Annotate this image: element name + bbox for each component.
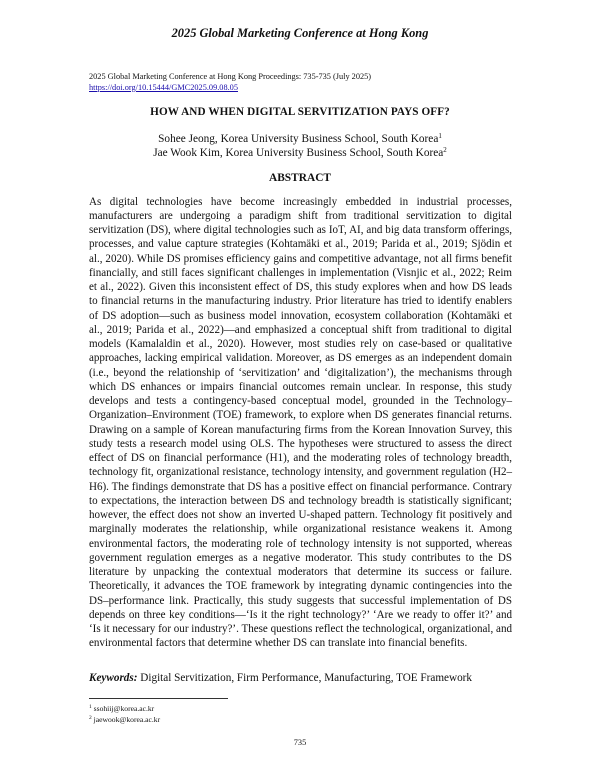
paper-title: HOW AND WHEN DIGITAL SERVITIZATION PAYS OFF? [150,106,450,118]
author-name-1: Sohee Jeong, Korea University Business School, South Korea [158,133,439,145]
footnote-2 [89,715,160,724]
footnote-divider [89,698,228,699]
author-line-1 [0,133,600,145]
footnote-email-1: ssohiij@korea.ac.kr [93,704,155,713]
author-line-2 [0,147,600,159]
proceedings-citation: 2025 Global Marketing Conference at Hong Kong Proceedings: 735-735 (July 2025) [89,72,372,81]
conference-header: 2025 Global Marketing Conference at Hong Kong [171,26,429,40]
abstract-body: As digital technologies have become increasingly embedded in industrial processes, manufacturers are undergoing a paradigm shift from traditional servitization to digital servitization (DS), where digital technologies such as IoT, AI, and big data transform offerings, processes, and value capture strategies (Kohtamäki et al., 2019; Parida et al., 2019; Sjödin et al., 2020). While DS promises efficiency gains and competitive advantage, not all firms benefit financially, and still faces significant challenges in implementation (Visnjic et al., 2022; Reim et al., 2022). Given this inconsistent effect of DS, this study explores when and how DS leads to financial returns in the manufacturing industry. Prior literature has tried to identify enablers of DS adoption—such as business model innovation, ecosystem collaboration (Kohtamäki et al., 2019; Parida et al., 2022)—and emphasized a conceptual shift from traditional to digital models (Kamalaldin et al., 2020). However, most studies rely on case-based or qualitative approaches, lacking empirical validation. Moreover, as DS emerges as an independent domain (i.e., beyond the relationship of ‘servitization’ and ‘digitalization’), the mechanisms through which DS enhances or impairs financial outcomes remain unclear. In response, this study develops and tests a contingency-based conceptual model, grounded in the Technology–Organization–Environment (TOE) framework, to explore when DS generates financial returns. Drawing on a sample of Korean manufacturing firms from the Korean Innovation Survey, this study tests a research model using OLS. The hypotheses were structured to assess the direct effect of DS on financial performance (H1), and the moderating roles of technology breadth, technology fit, organizational resistance, technology intensity, and government regulation (H2–H6). The findings demonstrate that DS has a positive effect on financial performance. Contrary to expectations, the interaction between DS and technology breadth is statistically significant; however, the effect does not show an inverted U-shaped pattern. Technology fit positively and marginally moderates the relationship, while organizational resistance weakens it. Among environmental factors, the moderating role of technology intensity is not supported, whereas government regulation emerges as a negative moderator. This study contributes to the DS literature by unpacking the contextual moderators that determine its success or failure. Theoretically, it advances the TOE framework by integrating dynamic contingencies into the DS–performance link. Practically, this study suggests that successful implementation of DS depends on three key conditions—‘Is it the right technology?’ ‘Are we ready to offer it?’ and ‘Is it necessary for our industry?’. These questions reflect the technological, organizational, and environmental factors that determine whether DS can translate into financial benefits. [89,195,512,650]
footnote-email-2: jaewook@korea.ac.kr [93,715,161,724]
keywords-text: Digital Servitization, Firm Performance, Manufacturing, TOE Framework [140,672,472,684]
author-footnote-mark-2: 2 [443,146,447,154]
author-footnote-mark-1: 1 [438,132,442,140]
abstract-heading: ABSTRACT [268,172,332,184]
footnote-mark-1: 1 [89,704,92,710]
footnote-1 [89,704,154,713]
page-number: 735 [293,738,307,747]
doi-link[interactable]: https://doi.org/10.15444/GMC2025.09.08.05 [89,83,238,92]
author-name-2: Jae Wook Kim, Korea University Business School, South Korea [153,147,444,159]
footnote-mark-2: 2 [89,715,92,721]
keywords-label: Keywords: [89,672,138,684]
keywords-line [89,672,512,684]
